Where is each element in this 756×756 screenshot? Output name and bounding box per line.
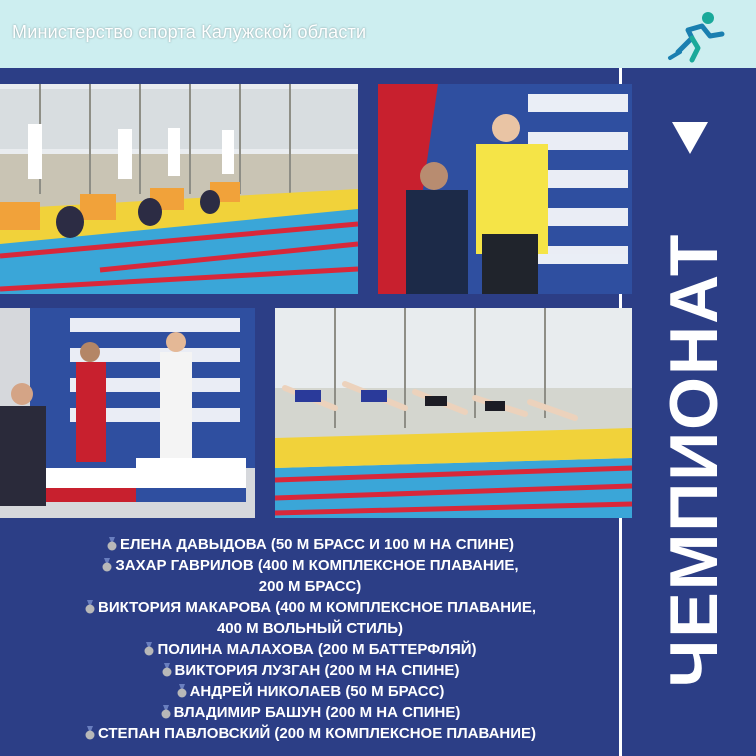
result-line: СТЕПАН ПАВЛОВСКИЙ (200 М КОМПЛЕКСНОЕ ПЛАВАНИЕ) [0, 723, 620, 744]
result-line: ЕЛЕНА ДАВЫДОВА (50 М БРАСС И 100 М НА СПИНЕ) [0, 534, 620, 555]
result-line-cont: 400 М ВОЛЬНЫЙ СТИЛЬ) [216, 620, 404, 637]
result-line: АНДРЕЙ НИКОЛАЕВ (50 М БРАСС) [0, 681, 620, 702]
photo-swimmers-start-blocks [0, 84, 358, 294]
silver-medal-icon [101, 558, 113, 572]
ministry-title: Министерство спорта Калужской области [12, 22, 367, 42]
result-line: ВЛАДИМИР БАШУН (200 М НА СПИНЕ) [0, 702, 620, 723]
result-line: ВИКТОРИЯ МАКАРОВА (400 М КОМПЛЕКСНОЕ ПЛАВАНИЕ, [0, 597, 620, 618]
photo-podium [0, 308, 255, 518]
header-bar [0, 0, 756, 68]
photo-award-medal [378, 84, 632, 294]
silver-medal-icon [84, 600, 96, 614]
silver-medal-icon [106, 537, 118, 551]
photo-race-start-dive [275, 308, 632, 518]
silver-medal-icon [84, 726, 96, 740]
silver-medal-icon [160, 705, 172, 719]
silver-medal-icon [176, 684, 188, 698]
triangle-down-icon [672, 122, 708, 154]
results-list [0, 534, 620, 744]
result-line-cont: 200 М БРАСС) [258, 578, 362, 595]
result-line: ВИКТОРИЯ ЛУЗГАН (200 М НА СПИНЕ) [0, 660, 620, 681]
silver-medal-icon [161, 663, 173, 677]
result-line: ПОЛИНА МАЛАХОВА (200 М БАТТЕРФЛЯЙ) [0, 639, 620, 660]
silver-medal-icon [143, 642, 155, 656]
championship-vertical-title: ЧЕМПИОНАТ [656, 232, 732, 688]
result-line: ЗАХАР ГАВРИЛОВ (400 М КОМПЛЕКСНОЕ ПЛАВАНИЕ, [0, 555, 620, 576]
runner-logo-icon [664, 8, 728, 64]
